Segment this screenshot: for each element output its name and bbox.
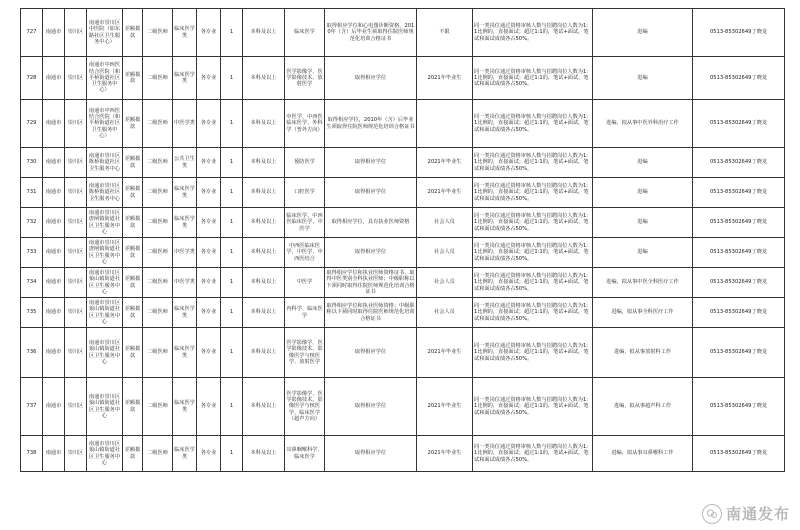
cell-district: 崇川区	[65, 57, 87, 100]
cell-conditions: 取得相应学位	[325, 57, 417, 100]
cell-dept: 公共卫生类	[173, 148, 197, 178]
cell-target: 社会人员	[417, 208, 473, 238]
cell-id: 738	[21, 436, 43, 472]
cell-major: 医学影像学、医学影像技术、影像医学与核医学、放射医学	[285, 328, 325, 378]
cell-unit: 南通市崇川区狼山镇街道社区卫生服务中心	[87, 436, 123, 472]
cell-funding: 差额拨款	[123, 148, 143, 178]
cell-edu: 本科及以上	[243, 238, 285, 268]
cell-phone: 0513-85302649丁晓龙	[693, 178, 785, 208]
cell-id: 732	[21, 208, 43, 238]
cell-city: 南通市	[43, 9, 65, 57]
cell-phone: 0513-85302649丁晓龙	[693, 436, 785, 472]
cell-unit: 南通市崇川区唐闸镇街道社区卫生服务中心	[87, 238, 123, 268]
cell-ratio: 同一类岗位通过资格审核人数与招聘岗位人数为1:1比例的，直接面试；超过1:1的，笔试+面试，笔试和面试成绩各占50%。	[473, 238, 593, 268]
cell-unit: 南通市崇川区唐闸镇街道社区卫生服务中心	[87, 208, 123, 238]
cell-note: 进编，拟从事中医全科医疗工作	[593, 268, 693, 298]
cell-count: 1	[221, 57, 243, 100]
cell-target: 2021年毕业生	[417, 178, 473, 208]
cell-major: 中西医临床医学、中医学、中西医结合	[285, 238, 325, 268]
cell-edu: 本科及以上	[243, 9, 285, 57]
cell-target: 2021年毕业生	[417, 148, 473, 178]
cell-dept: 临床医学类	[173, 378, 197, 436]
cell-level: 二级医师	[143, 148, 173, 178]
cell-id: 737	[21, 378, 43, 436]
cell-ratio: 同一类岗位通过资格审核人数与招聘岗位人数为1:1比例的，直接面试；超过1:1的，笔试+面试，笔试和面试成绩各占50%。	[473, 378, 593, 436]
cell-ratio: 同一类岗位通过资格审核人数与招聘岗位人数为1:1比例的，直接面试；超过1:1的，笔试+面试，笔试和面试成绩各占50%。	[473, 208, 593, 238]
cell-count: 1	[221, 436, 243, 472]
cell-unit: 南通市崇川区中医院（如东路社区卫生服务中心）	[87, 9, 123, 57]
cell-phone: 0513-85302649丁晓龙	[693, 100, 785, 148]
cell-district: 崇川区	[65, 100, 87, 148]
cell-ratio: 同一类岗位通过资格审核人数与招聘岗位人数为1:1比例的，直接面试；超过1:1的，笔试+面试，笔试和面试成绩各占50%。	[473, 328, 593, 378]
cell-major: 临床医学	[285, 9, 325, 57]
cell-phone: 0513-85302649丁晓龙	[693, 298, 785, 328]
cell-specialty: 各专业	[197, 328, 221, 378]
cell-count: 1	[221, 148, 243, 178]
cell-note: 进编	[593, 57, 693, 100]
cell-dept: 临床医学类	[173, 436, 197, 472]
cell-count: 1	[221, 9, 243, 57]
cell-district: 崇川区	[65, 9, 87, 57]
cell-target: 社会人员	[417, 238, 473, 268]
cell-phone: 0513-85302649丁晓龙	[693, 148, 785, 178]
cell-dept: 临床医学类	[173, 57, 197, 100]
cell-count: 1	[221, 298, 243, 328]
cell-city: 南通市	[43, 178, 65, 208]
cell-target: 2021年毕业生	[417, 57, 473, 100]
cell-count: 1	[221, 238, 243, 268]
cell-district: 崇川区	[65, 148, 87, 178]
watermark	[702, 503, 790, 524]
cell-edu: 本科及以上	[243, 100, 285, 148]
table-row	[21, 268, 785, 298]
wechat-official-account-icon	[702, 504, 722, 524]
cell-city: 南通市	[43, 298, 65, 328]
watermark-text: 南通发布	[725, 505, 790, 523]
cell-district: 崇川区	[65, 208, 87, 238]
cell-funding: 差额拨款	[123, 268, 143, 298]
cell-id: 728	[21, 57, 43, 100]
cell-major: 预防医学	[285, 148, 325, 178]
cell-specialty: 各专业	[197, 208, 221, 238]
cell-id: 727	[21, 9, 43, 57]
cell-major: 中医学、中西医临床医学、外科学（普外方向）	[285, 100, 325, 148]
cell-specialty: 各专业	[197, 148, 221, 178]
cell-city: 南通市	[43, 148, 65, 178]
cell-level: 二级医师	[143, 100, 173, 148]
cell-unit: 南通市崇川区狼山镇街道社区卫生服务中心	[87, 268, 123, 298]
cell-id: 736	[21, 328, 43, 378]
cell-level: 二级医师	[143, 208, 173, 238]
cell-major: 内科学、临床医学	[285, 298, 325, 328]
cell-ratio: 同一类岗位通过资格审核人数与招聘岗位人数为1:1比例的，直接面试；超过1:1的，笔试+面试，笔试和面试成绩各占50%。	[473, 298, 593, 328]
cell-id: 730	[21, 148, 43, 178]
cell-unit: 南通市崇川区狼山镇街道社区卫生服务中心	[87, 298, 123, 328]
cell-major: 口腔医学	[285, 178, 325, 208]
cell-dept: 临床医学类	[173, 328, 197, 378]
cell-target: 社会人员	[417, 268, 473, 298]
cell-note: 进编，拟从事放射科工作	[593, 328, 693, 378]
cell-funding: 差额拨款	[123, 178, 143, 208]
cell-major: 医学影像学、医学影像技术、放射医学	[285, 57, 325, 100]
cell-count: 1	[221, 378, 243, 436]
cell-phone: 0513-85302649丁晓龙	[693, 238, 785, 268]
cell-note: 进编，拟从事全科医疗工作	[593, 298, 693, 328]
cell-id: 733	[21, 238, 43, 268]
cell-funding: 差额拨款	[123, 436, 143, 472]
cell-funding: 差额拨款	[123, 238, 143, 268]
cell-note: 进编	[593, 148, 693, 178]
cell-funding: 差额拨款	[123, 328, 143, 378]
cell-ratio: 同一类岗位通过资格审核人数与招聘岗位人数为1:1比例的，直接面试；超过1:1的，笔试+面试，笔试和面试成绩各占50%。	[473, 148, 593, 178]
cell-level: 二级医师	[143, 436, 173, 472]
cell-unit: 南通市崇川区陈桥街道社区卫生服务中心	[87, 178, 123, 208]
cell-count: 1	[221, 328, 243, 378]
cell-ratio: 同一类岗位通过资格审核人数与招聘岗位人数为1:1比例的，直接面试；超过1:1的，笔试+面试，笔试和面试成绩各占50%。	[473, 57, 593, 100]
cell-specialty: 各专业	[197, 436, 221, 472]
cell-phone: 0513-85302649丁晓龙	[693, 268, 785, 298]
cell-level: 二级医师	[143, 268, 173, 298]
cell-funding: 差额拨款	[123, 9, 143, 57]
cell-unit: 南通市崇川区陈桥街道社区卫生服务中心	[87, 148, 123, 178]
cell-major: 耳鼻咽喉科学、临床医学	[285, 436, 325, 472]
table-row	[21, 238, 785, 268]
cell-conditions: 取得相应学位和执业医师资格证书，取得中医类别全科执业医师；中级职称以下须同时取得住院医师规范化培训合格证书	[325, 268, 417, 298]
cell-edu: 本科及以上	[243, 298, 285, 328]
cell-ratio: 同一类岗位通过资格审核人数与招聘岗位人数为1:1比例的，直接面试；超过1:1的，笔试+面试，笔试和面试成绩各占50%。	[473, 178, 593, 208]
recruitment-table	[20, 8, 785, 472]
recruitment-table-sheet	[20, 8, 784, 472]
cell-conditions: 取得相应学位	[325, 238, 417, 268]
cell-funding: 差额拨款	[123, 57, 143, 100]
cell-funding: 差额拨款	[123, 208, 143, 238]
cell-level: 二级医师	[143, 238, 173, 268]
cell-city: 南通市	[43, 436, 65, 472]
cell-city: 南通市	[43, 238, 65, 268]
cell-edu: 本科及以上	[243, 208, 285, 238]
cell-edu: 本科及以上	[243, 148, 285, 178]
cell-dept: 临床医学类	[173, 178, 197, 208]
cell-specialty: 各专业	[197, 298, 221, 328]
cell-unit: 南通市崇川区狼山镇街道社区卫生服务中心	[87, 328, 123, 378]
cell-level: 二级医师	[143, 57, 173, 100]
cell-city: 南通市	[43, 57, 65, 100]
cell-id: 734	[21, 268, 43, 298]
cell-funding: 差额拨款	[123, 298, 143, 328]
cell-id: 735	[21, 298, 43, 328]
table-row	[21, 148, 785, 178]
cell-dept: 临床医学类	[173, 208, 197, 238]
cell-district: 崇川区	[65, 238, 87, 268]
table-row	[21, 9, 785, 57]
cell-count: 1	[221, 208, 243, 238]
cell-level: 二级医师	[143, 328, 173, 378]
cell-conditions: 取得相应学位	[325, 436, 417, 472]
cell-phone: 0513-85302649丁晓龙	[693, 57, 785, 100]
cell-edu: 本科及以上	[243, 378, 285, 436]
cell-major: 医学影像学、医学影像技术、影像医学与核医学、临床医学（超声方向）	[285, 378, 325, 436]
cell-target	[417, 100, 473, 148]
cell-city: 南通市	[43, 378, 65, 436]
table-row	[21, 378, 785, 436]
cell-level: 二级医师	[143, 378, 173, 436]
cell-phone: 0513-85302649丁晓龙	[693, 208, 785, 238]
table-row	[21, 298, 785, 328]
cell-note: 进编，拟从事中医外科治疗工作	[593, 100, 693, 148]
cell-district: 崇川区	[65, 268, 87, 298]
cell-conditions: 取得相应学位和心电图诊断资格，2010年（含）后毕业生须取得住院医师规范化培训合格证书	[325, 9, 417, 57]
cell-specialty: 各专业	[197, 57, 221, 100]
cell-level: 二级医师	[143, 298, 173, 328]
cell-conditions: 取得相应学位	[325, 178, 417, 208]
cell-dept: 中医学类	[173, 268, 197, 298]
table-row	[21, 208, 785, 238]
cell-major: 中医学	[285, 268, 325, 298]
cell-unit: 南通市中西医结合医院（和平桥街道社区卫生服务中心）	[87, 100, 123, 148]
cell-phone: 0513-85302649丁晓龙	[693, 378, 785, 436]
cell-level: 二级医师	[143, 178, 173, 208]
cell-note: 进编	[593, 238, 693, 268]
cell-specialty: 各专业	[197, 178, 221, 208]
cell-major: 临床医学、中西医临床医学、中医学	[285, 208, 325, 238]
cell-ratio: 同一类岗位通过资格审核人数与招聘岗位人数为1:1比例的，直接面试；超过1:1的，笔试+面试，笔试和面试成绩各占50%。	[473, 9, 593, 57]
cell-count: 1	[221, 100, 243, 148]
cell-specialty: 各专业	[197, 268, 221, 298]
cell-note: 进编	[593, 9, 693, 57]
table-row	[21, 436, 785, 472]
cell-dept: 中医学类	[173, 100, 197, 148]
cell-edu: 本科及以上	[243, 328, 285, 378]
cell-conditions: 取得相应学位，2010年（含）后毕业生须取得住院医师规范化培训合格证书	[325, 100, 417, 148]
cell-target: 不限	[417, 9, 473, 57]
cell-dept: 临床医学类	[173, 298, 197, 328]
cell-phone: 0513-85302649丁晓龙	[693, 328, 785, 378]
cell-conditions: 取得相应学位	[325, 378, 417, 436]
cell-ratio: 同一类岗位通过资格审核人数与招聘岗位人数为1:1比例的，直接面试；超过1:1的，笔试+面试，笔试和面试成绩各占50%。	[473, 100, 593, 148]
cell-city: 南通市	[43, 208, 65, 238]
cell-ratio: 同一类岗位通过资格审核人数与招聘岗位人数为1:1比例的，直接面试；超过1:1的，笔试+面试，笔试和面试成绩各占50%。	[473, 268, 593, 298]
cell-conditions: 取得相应学位	[325, 148, 417, 178]
cell-district: 崇川区	[65, 298, 87, 328]
cell-target: 2021年毕业生	[417, 328, 473, 378]
cell-edu: 本科及以上	[243, 57, 285, 100]
cell-id: 729	[21, 100, 43, 148]
cell-district: 崇川区	[65, 378, 87, 436]
cell-district: 崇川区	[65, 178, 87, 208]
cell-note: 进编	[593, 208, 693, 238]
cell-specialty: 各专业	[197, 100, 221, 148]
cell-specialty: 各专业	[197, 238, 221, 268]
cell-phone: 0513-85302649丁晓龙	[693, 9, 785, 57]
cell-city: 南通市	[43, 328, 65, 378]
table-row	[21, 57, 785, 100]
cell-note: 进编，拟从事超声科工作	[593, 378, 693, 436]
cell-id: 731	[21, 178, 43, 208]
cell-target: 2021年毕业生	[417, 436, 473, 472]
cell-note: 进编	[593, 178, 693, 208]
cell-conditions: 取得相应学位和执业医师资格；中级职称以下须同时取得住院医师规范化培训合格证书	[325, 298, 417, 328]
cell-note: 进编，拟从事耳鼻喉科工作	[593, 436, 693, 472]
table-row	[21, 178, 785, 208]
cell-dept: 临床医学类	[173, 9, 197, 57]
cell-funding: 差额拨款	[123, 100, 143, 148]
cell-specialty: 各专业	[197, 9, 221, 57]
table-row	[21, 100, 785, 148]
cell-unit: 南通市中西医结合医院（和平桥街道社区卫生服务中心）	[87, 57, 123, 100]
cell-city: 南通市	[43, 100, 65, 148]
cell-conditions: 取得相应学位	[325, 328, 417, 378]
cell-district: 崇川区	[65, 436, 87, 472]
cell-dept: 中医学类	[173, 238, 197, 268]
cell-district: 崇川区	[65, 328, 87, 378]
cell-target: 社会人员	[417, 298, 473, 328]
cell-conditions: 取得相应学位，具有执业医师资格	[325, 208, 417, 238]
cell-city: 南通市	[43, 268, 65, 298]
cell-funding: 差额拨款	[123, 378, 143, 436]
cell-target: 2021年毕业生	[417, 378, 473, 436]
cell-specialty: 各专业	[197, 378, 221, 436]
cell-edu: 本科及以上	[243, 436, 285, 472]
cell-level: 二级医师	[143, 9, 173, 57]
cell-count: 1	[221, 268, 243, 298]
cell-edu: 本科及以上	[243, 268, 285, 298]
cell-count: 1	[221, 178, 243, 208]
cell-ratio: 同一类岗位通过资格审核人数与招聘岗位人数为1:1比例的，直接面试；超过1:1的，笔试+面试，笔试和面试成绩各占50%。	[473, 436, 593, 472]
cell-edu: 本科及以上	[243, 178, 285, 208]
cell-unit: 南通市崇川区狼山镇街道社区卫生服务中心	[87, 378, 123, 436]
table-row	[21, 328, 785, 378]
